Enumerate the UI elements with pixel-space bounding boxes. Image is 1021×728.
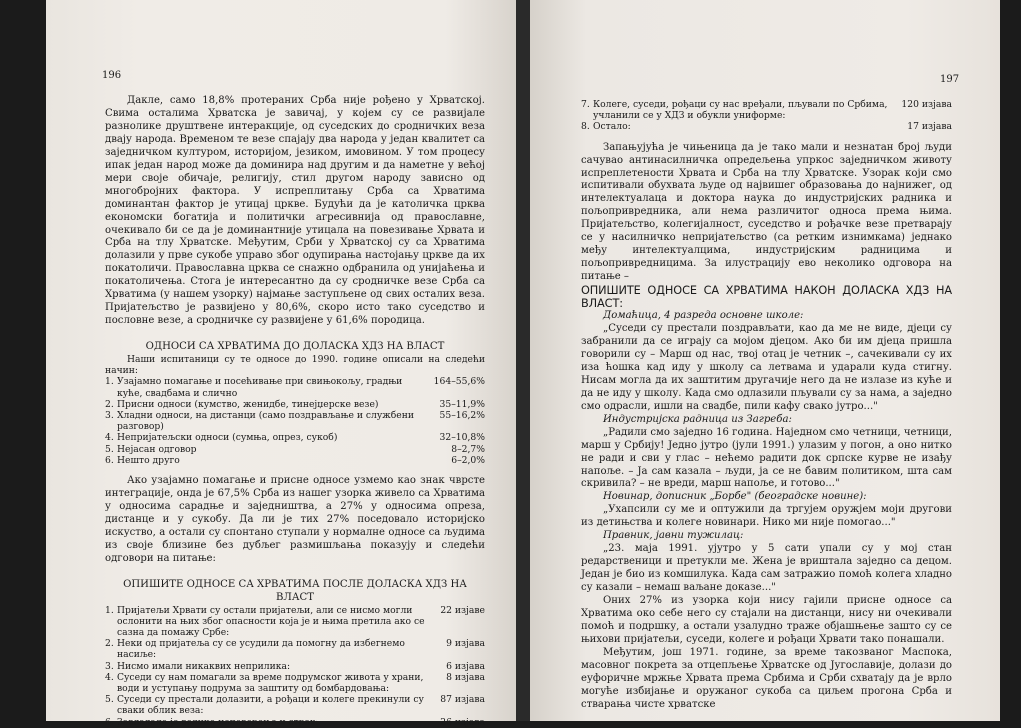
list-item <box>581 121 952 132</box>
list-item <box>105 638 485 660</box>
list-item <box>105 399 485 410</box>
respondent-housewife: Домаћица, 4 разреда основне школе: <box>603 310 804 322</box>
list-item-value: 35–11,9% <box>439 398 485 410</box>
list-item-value: 164–55,6% <box>433 376 485 388</box>
left-page <box>46 0 516 728</box>
list-item-text: Присни односи (кумство, женидбе, тинејџерске везе) <box>117 398 379 410</box>
list-continued <box>581 99 952 133</box>
list-item-number: 3. <box>105 410 114 422</box>
question-heading: ОПИШИТЕ ОДНОСЕ СА ХРВАТИМА НАКОН ДОЛАСКА ХДЗ НА ВЛАСТ: <box>581 284 952 311</box>
respondent-prosecutor: Правник, јавни тужилац: <box>603 530 744 542</box>
book-gutter <box>516 0 530 721</box>
list-item-value: 22 изјаве <box>440 604 485 616</box>
list-item <box>105 376 485 398</box>
list-item <box>105 672 485 694</box>
list-item-number: 7. <box>581 99 590 110</box>
list-item <box>105 444 485 455</box>
list-item <box>105 605 485 639</box>
list-item-number: 1. <box>105 604 114 616</box>
heading-relations-after-hdz: ОПИШИТЕ ОДНОСЕ СА ХРВАТИМА ПОСЛЕ ДОЛАСКА ХДЗ НА ВЛАСТ <box>123 578 467 603</box>
list-item-text: Остало: <box>593 121 631 133</box>
list-item-text: Неки од пријатеља су се усудили да помогну да избегнемо насиље: <box>117 638 405 661</box>
paragraph-integration: Ако узајамно помагање и присне односе узмемо као знак чврсте интеграције, онда је 67,5% Срба из нашег узорка живело са Хрватима у односима сарадње и заједништва, а 27% у односима опреза, дистанце и у сукобу. Да ли је тих 27% поседовало историјско искуство, а остали су спонтано ступали у нормалне односе са људима из своје близине без дубљег размишљања показују и следећи одговори на питање: <box>105 475 485 564</box>
list-item-value: 6 изјава <box>446 660 485 672</box>
list-item <box>105 694 485 716</box>
list-item-value: 55–16,2% <box>439 410 485 422</box>
list-item-text: Суседи су престали долазити, а рођаци и колеге прекинули су сваки облик веза: <box>117 694 424 717</box>
list-item-value: 32–10,8% <box>439 432 485 444</box>
quote-industrial-worker: „Радили смо заједно 16 година. Наједном смо четници, четници, марш у Србију! Једно јутро (јули 1991.) улазим у погон, а оно нитко не ради и сви у глас – нећемо радити док српске курве не изађу напоље. – Ја сам казала – људи, ја се не бавим политиком, шта сам скривила? – не вреди, марш напоље, и готово..." <box>581 426 952 490</box>
heading-relations-before-hdz: ОДНОСИ СА ХРВАТИМА ДО ДОЛАСКА ХДЗ НА ВЛАСТ <box>145 341 445 353</box>
list-item-number: 5. <box>105 443 114 455</box>
list-item <box>105 455 485 466</box>
right-page <box>530 0 1000 721</box>
subintro-before-hdz: Наши испитаници су те односе до 1990. године описали на следећи начин: <box>105 354 485 377</box>
list-item-text: Хладни односи, на дистанци (само поздрављање и службени разговор) <box>117 410 414 433</box>
page-number-right: 197 <box>940 74 960 85</box>
respondent-industrial-worker: Индустријска радница из Загреба: <box>603 413 792 425</box>
list-after-hdz <box>105 605 485 728</box>
list-item <box>581 99 952 121</box>
list-item <box>105 717 485 728</box>
list-item-value: 8–2,7% <box>451 443 485 455</box>
paragraph-astonishing: Запањујућа је чињеница да је тако мали и незнатан број људи сачувао антинасилничка опредељења упркос заједничком животу испреплетености Хрвата и Срба на тлу Хрватске. Узорак који смо испитивали обухвата људе од највишег образовања до најнижег, од интелектуалаца и доктора наука до индустријских радника и пољопривредника, али нема различитог односа према њима. Пријатељство, колегијалност, суседство и рођачке везе претварају се у насилничко непријатељство (са ретким изнимкама) једнако међу интелектуалцима, индустријским радницима и пољопривредницима. За илустрацију ево неколико одговора на питање – <box>581 141 952 283</box>
list-item-text: Нејасан одговор <box>117 443 197 455</box>
list-item-number: 2. <box>105 638 114 650</box>
respondent-journalist: Новинар, дописник „Борбе" (београдске новине): <box>603 491 867 503</box>
list-item-text: Узајамно помагање и посећивање при свињокољу, градњи куће, свадбама и слично <box>117 376 403 399</box>
intro-paragraph: Дакле, само 18,8% протераних Срба није рођено у Хрватској. Свима осталима Хрватска је завичај, у којем су се развијале разнолике друштвене интеракције, од суседских до сродничких веза двају народа. Временом те везе спајају два народа у један квалитет са заједничком културом, историјом, језиком, имовином. У том процесу ипак један народ може да доминира над другим и да наметне у већој мери своје обичаје, религију, стил другом народу зависно од многобројних фактора. У испреплитању Срба са Хрватима доминантан фактор је утицај цркве. Будући да је католичка црква економски богатија и политички агресивнија од православне, очекивало би се да је доминантније утицала на повезивање Хрвата и Срба на тлу Хрватске. Међутим, Срби у Хрватској су са Хрватима долазили у прве сукобе управо због одупирања настојању цркве да их покатоличи. Православна црква се снажно одбранила од унијаћења и покатоличења. Стога је интересантно да су сродничке везе Срба са Хрватима (у нашем узорку) најмање заступљене од свих осталих веза. Пријатељство је развијено у 80,6%, скоро исто тако суседство и пословне везе, а сродничке су развијене у 61,6% породица. <box>105 95 485 327</box>
quote-journalist: „Ухапсили су ме и оптужили да тргујем оружјем моји другови из детињства и колеге новинари. Нико ми није помогао..." <box>581 504 952 529</box>
list-item-number: 4. <box>105 671 114 683</box>
list-item-text: Пријатељи Хрвати су остали пријатељи, али се нисмо могли ослонити на њих због опасности која је и њима претила ако се сазна да помажу Србе: <box>117 604 425 638</box>
list-item-number: 3. <box>105 660 114 672</box>
paragraph-27-percent: Оних 27% из узорка који нису гајили присне односе са Хрватима око себе него су стајали на дистанци, нису ни очекивали помоћ и подршку, а остали узалудно траже објашњење зашто су се њихови пријатељи, суседи, колеге и рођаци Хрвати тако понашали. <box>581 595 952 645</box>
quote-housewife: „Суседи су престали поздрављати, као да ме не виде, дјеци су забранили да се играју са мојом дјецом. Ако би им дјеца пришла говорили су – Марш од нас, твој отац је четник –, сачекивали су их иза ћошка кад иду у школу са летвама и ударали куда стигну. Нисам могла да их заштитим другачије него да не излазе из куће и да не иду у школу. Када смо одлазили пљували су за нама, а заједно смо одрасли, ишли на свадбе, пили кафу свако јутро..." <box>581 323 952 412</box>
list-before-hdz <box>105 376 485 466</box>
list-item-text: Нисмо имали никаквих неприлика: <box>117 660 291 672</box>
list-item-number: 5. <box>105 694 114 706</box>
list-item-number: 6. <box>105 454 114 466</box>
right-page-text <box>581 99 952 712</box>
list-item-text: Колеге, суседи, рођаци су нас вређали, пљували по Србима, учланили се у ХДЗ и обукли униформе: <box>593 99 888 122</box>
list-item-value: 26 изјава <box>440 716 485 728</box>
list-item-value: 6–2,0% <box>451 454 485 466</box>
list-item-number: 6. <box>105 716 114 728</box>
list-item <box>105 410 485 432</box>
list-item-text: Непријатељски односи (сумња, опрез, сукоб) <box>117 432 338 444</box>
list-item-value: 87 изјава <box>440 694 485 706</box>
quote-prosecutor: „23. маја 1991. ујутро у 5 сати упали су у мој стан редарственици и претукли ме. Жена је вриштала заједно са децом. Један је био из комшилука. Када сам затражио помоћ колега хладно су казали – немаш ваљане доказе..." <box>581 543 952 594</box>
list-item <box>105 432 485 443</box>
list-item-value: 8 изјава <box>446 671 485 683</box>
paragraph-1971: Међутим, још 1971. године, за време такозваног Маспока, масовног покрета за отцепљење Хрватске од Југославије, долази до еуфоричне мржње Хрвата према Србима и Срби схватају да је врло могуће избијање и оружаног сукоба са циљем прогона Срба и стварања чисте хрватске <box>581 646 952 710</box>
list-item-text: Завладало је велико неповерење и страх: <box>117 716 319 728</box>
list-item-text: Суседи су нам помагали за време подрумског живота у храни, води и уступању подрума за заштиту од бомбардовања: <box>117 671 424 694</box>
list-item <box>105 661 485 672</box>
list-item-value: 9 изјава <box>446 638 485 650</box>
list-item-number: 2. <box>105 398 114 410</box>
list-item-value: 17 изјава <box>907 121 952 133</box>
list-item-number: 1. <box>105 376 114 388</box>
list-item-value: 120 изјава <box>901 99 952 110</box>
left-page-text <box>105 95 485 728</box>
list-item-text: Нешто друго <box>117 454 180 466</box>
list-item-number: 8. <box>581 121 590 133</box>
list-item-number: 4. <box>105 432 114 444</box>
page-number-left: 196 <box>102 70 122 81</box>
